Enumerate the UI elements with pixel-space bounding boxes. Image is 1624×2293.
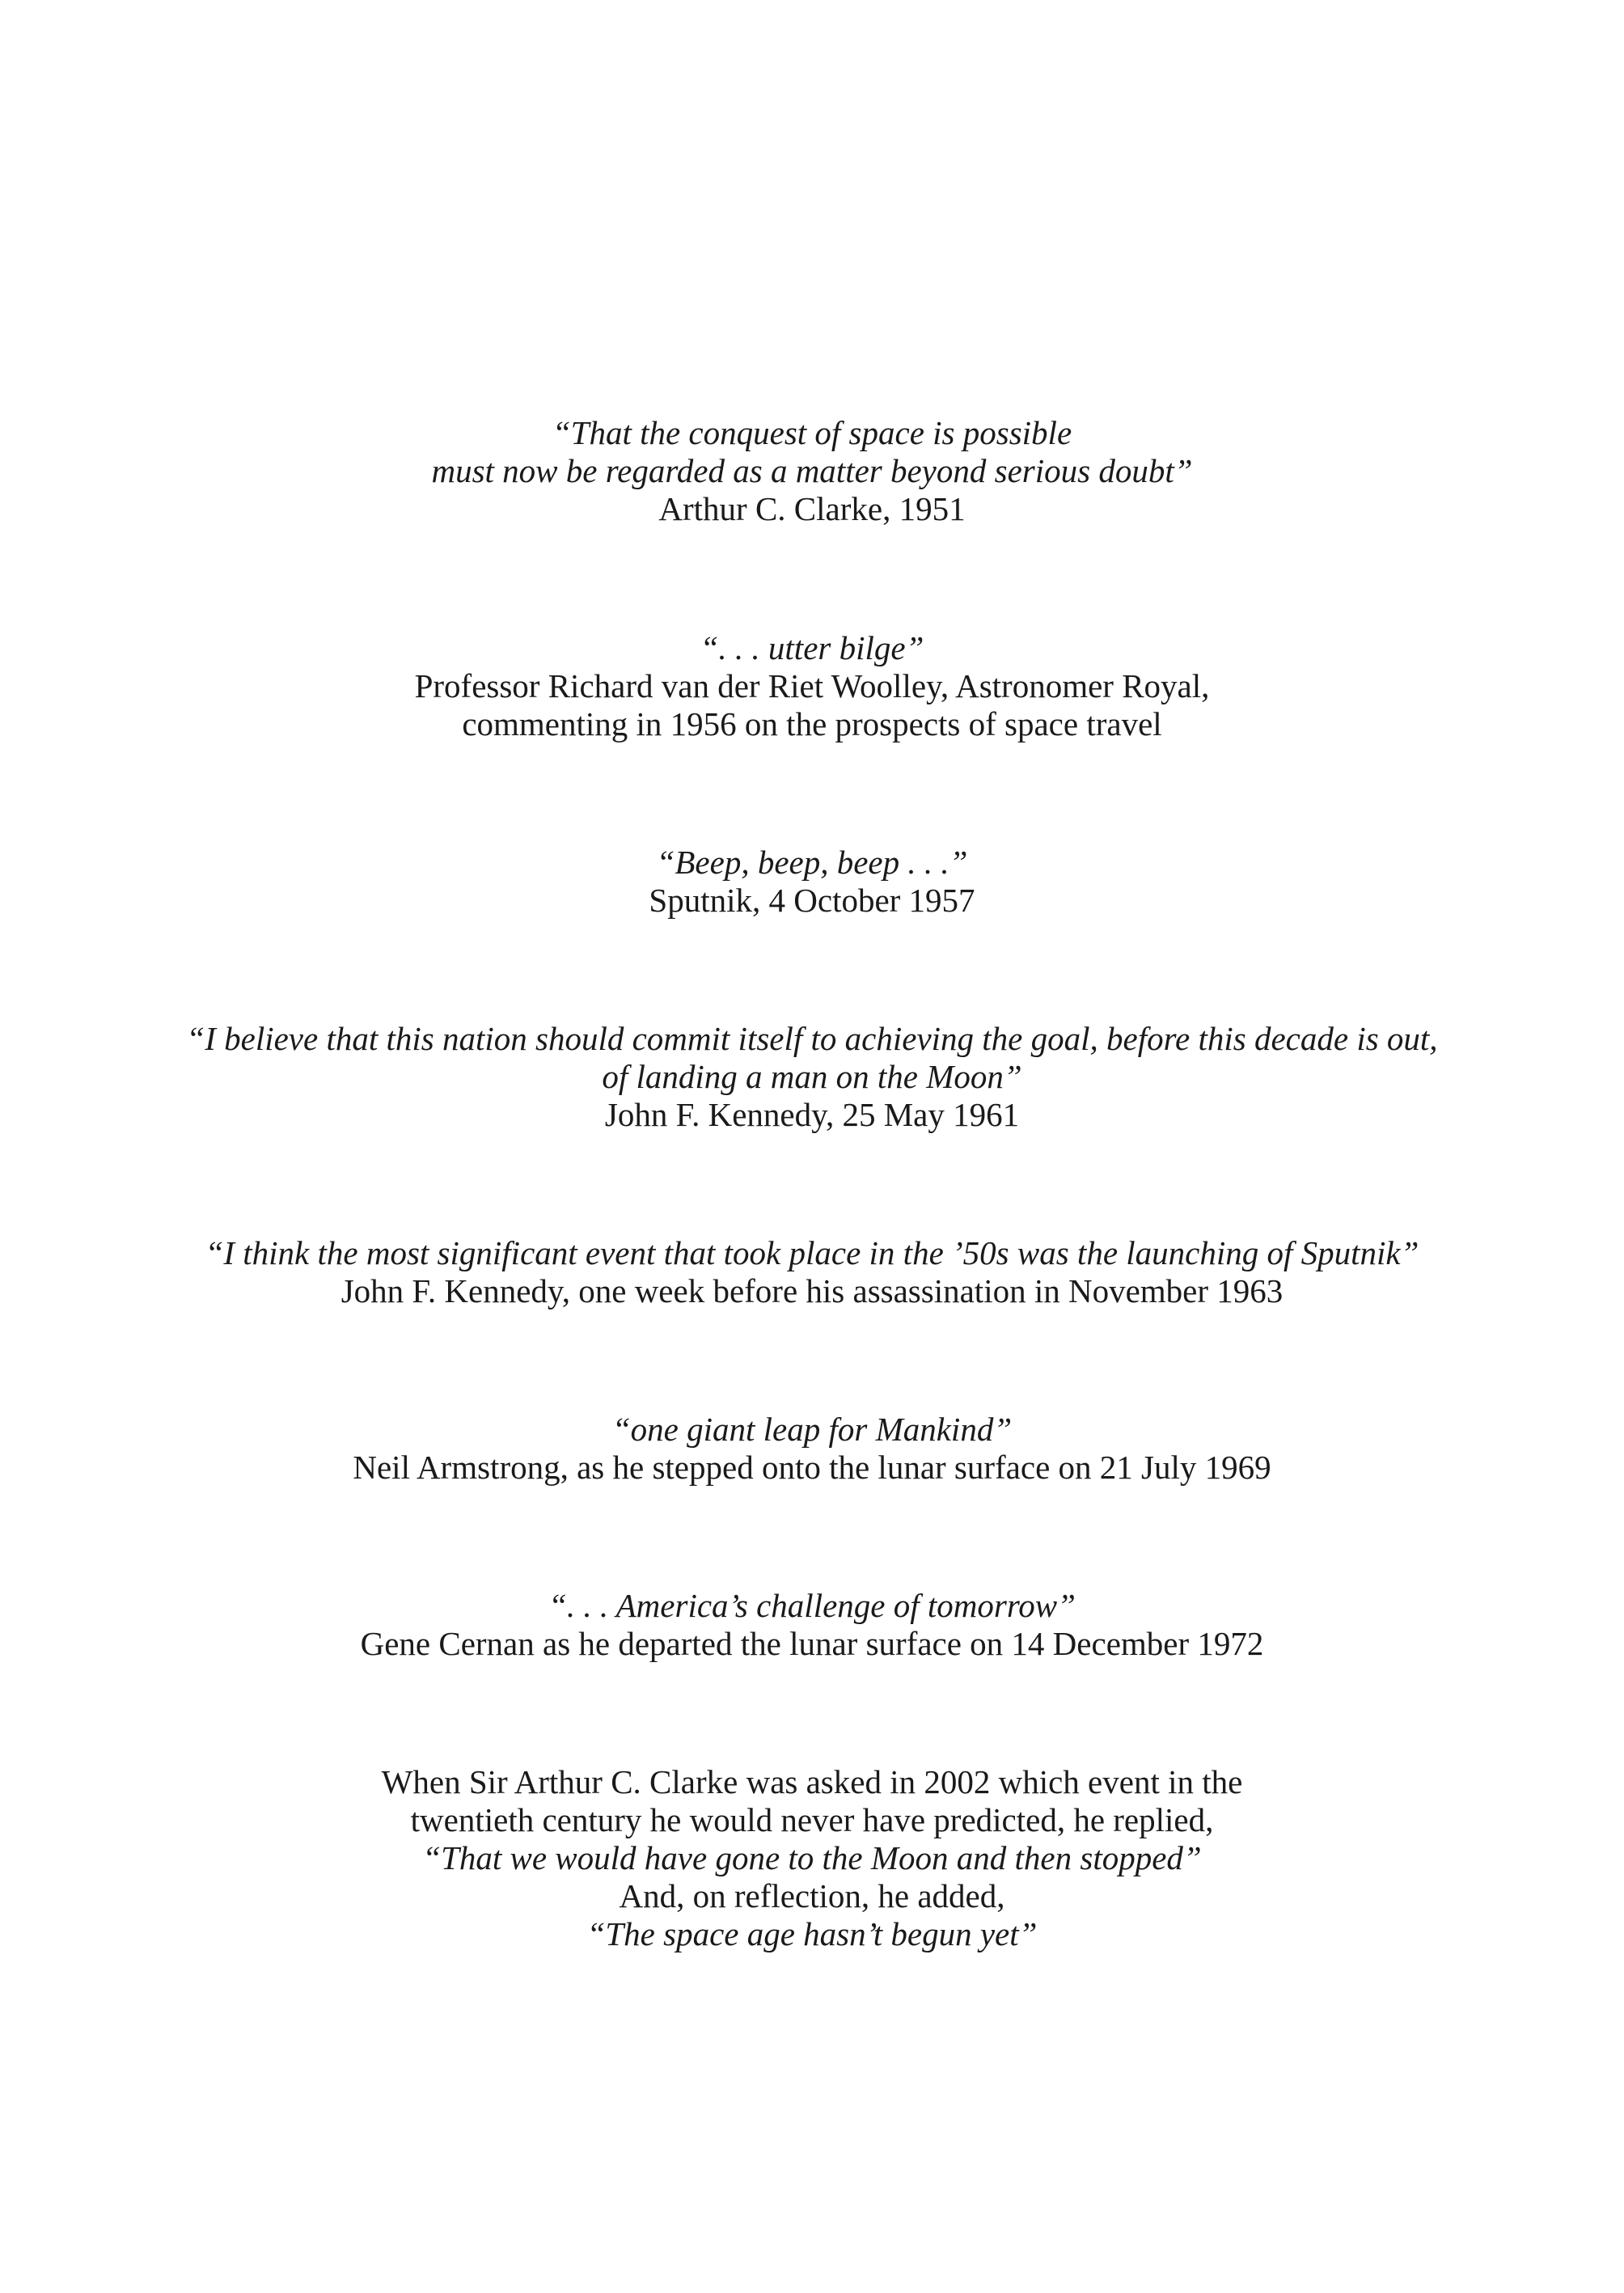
- attribution-line: Gene Cernan as he departed the lunar surface on 14 December 1972: [360, 1625, 1264, 1662]
- quote-line: “. . . utter bilge”: [700, 629, 924, 666]
- attribution-line: Professor Richard van der Riet Woolley, Astronomer Royal,: [414, 667, 1210, 704]
- epigraph-kennedy-1963: [0, 1234, 1624, 1310]
- closing-quote: “The space age hasn’t begun yet”: [586, 1915, 1038, 1952]
- closing-quote: “That we would have gone to the Moon and then stopped”: [422, 1839, 1202, 1876]
- quote-line: must now be regarded as a matter beyond serious doubt”: [431, 452, 1193, 489]
- attribution-line: commenting in 1956 on the prospects of space travel: [462, 705, 1162, 742]
- epigraph-sputnik-1957: [0, 844, 1624, 920]
- epigraph-kennedy-1961: [0, 1020, 1624, 1134]
- closing-line: twentieth century he would never have predicted, he replied,: [410, 1801, 1214, 1838]
- epigraph-clarke-1951: [0, 414, 1624, 528]
- closing-line: And, on reflection, he added,: [619, 1877, 1005, 1914]
- attribution-line: Neil Armstrong, as he stepped onto the lunar surface on 21 July 1969: [353, 1449, 1271, 1486]
- quote-line: “That the conquest of space is possible: [552, 414, 1072, 451]
- epigraph-cernan-1972: [0, 1587, 1624, 1663]
- quote-line: “I think the most significant event that took place in the ’50s was the launching of Sputnik”: [205, 1234, 1419, 1271]
- attribution-line: Arthur C. Clarke, 1951: [658, 490, 966, 527]
- quote-line: “one giant leap for Mankind”: [611, 1411, 1013, 1448]
- closing-line: When Sir Arthur C. Clarke was asked in 2002 which event in the: [381, 1763, 1243, 1800]
- epigraph-woolley-1956: [0, 629, 1624, 743]
- epigraph-armstrong-1969: [0, 1411, 1624, 1487]
- quote-line: of landing a man on the Moon”: [602, 1058, 1022, 1095]
- epigraph-section: [0, 414, 1624, 1953]
- attribution-line: John F. Kennedy, one week before his assassination in November 1963: [340, 1272, 1284, 1309]
- quote-line: “Beep, beep, beep . . .”: [656, 844, 968, 881]
- attribution-line: John F. Kennedy, 25 May 1961: [604, 1096, 1020, 1133]
- quote-line: “I believe that this nation should commit itself to achieving the goal, before this decade is out,: [186, 1020, 1438, 1057]
- attribution-line: Sputnik, 4 October 1957: [649, 882, 975, 919]
- quote-line: “. . . America’s challenge of tomorrow”: [548, 1587, 1076, 1624]
- closing-paragraph: [0, 1763, 1624, 1953]
